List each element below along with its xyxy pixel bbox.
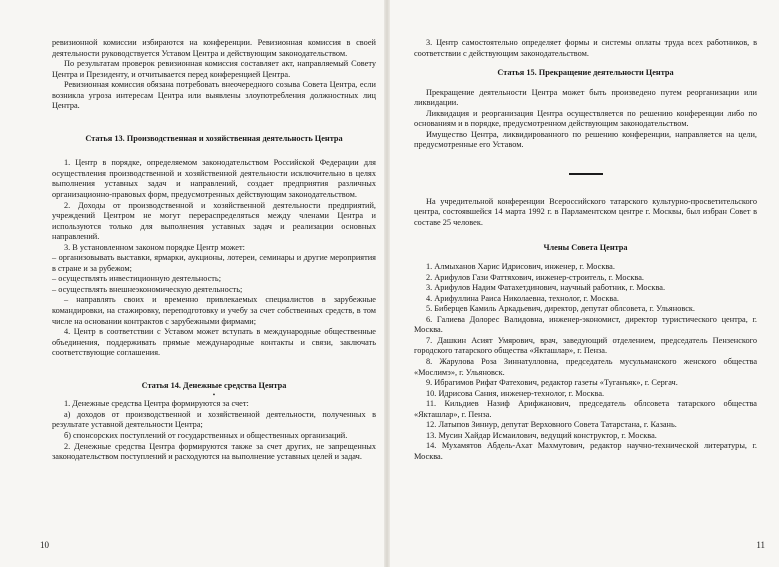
article-13-item-3: 3. В установленном законом порядке Центр может: [64,242,245,252]
member-item: 2. Арифулов Гази Фаттяхович, инженер-строитель, г. Москва. [426,272,644,282]
member-item: 9. Ибрагимов Рифат Фатехович, редактор газеты «Туганъяк», г. Сергач. [426,378,678,388]
article-14-item-1: 1. Денежные средства Центра формируются за счет: [64,399,249,409]
article-13-dash-1: – организовывать выставки, ярмарки, аукционы, лотереи, семинары и другие мероприятия в стране и за рубежом; [52,253,376,273]
page-number-right: 11 [756,540,765,551]
article-13-dash-3: – осуществлять внешнеэкономическую деятельность; [52,284,243,294]
article-15-para-2: Ликвидация и реорганизация Центра осуществляется по решению конференции либо по основаниям и в порядке, предусмотренном действующим законодательством. [414,108,757,129]
member-item: 12. Латыпов Зиннур, депутат Верховного Совета Татарстана, г. Казань. [426,420,677,430]
article-14-heading: Статья 14. Денежные средства Центра [141,380,287,390]
article-13-dash-4: – направлять своих и временно привлекаемых специалистов в зарубежные командировки, на стажировку, переподготовку и учебу за счет собственных средств, в том числе на основании контрактов с зарубежными фирмами; [52,295,376,326]
article-15-para-3: Имущество Центра, ликвидированного по решению конференции, направляется на цели, предусмотренные его Уставом. [414,129,757,150]
member-item: 1. Алмыханов Харис Идрисович, инженер, г. Москва. [426,262,615,272]
right-page [388,0,779,567]
article-13-item-1: 1. Центр в порядке, определяемом законодательством Российской Федерации для осуществления производственной и хозяйственной деятельности исключительно в целях выполнения уставных задач и направлений, создает предприятия различных организационно-правовых форм, предусмотренных действующим законодательством. [52,158,376,200]
member-item: 13. Мусин Хайдар Исмаилович, ведущий конструктор, г. Москва. [426,430,657,440]
member-item: 8. Жарулова Роза Зиннатулловна, председатель мусульманского женского общества «Мослимэ», г. Ульяновск. [414,357,757,377]
left-para-1: ревизионной комиссии избираются на конференции. Ревизионная комиссия в своей деятельности руководствуется Уставом Центра и действующим законодательством. [52,38,376,58]
members-heading: Члены Совета Центра [543,242,628,252]
article-15-para-1: Прекращение деятельности Центра может быть произведено путем реорганизации или ликвидации. [414,87,757,108]
article-13-dash-2: – осуществлять инвестиционную деятельность; [52,274,221,284]
right-para-1: 3. Центр самостоятельно определяет формы и системы оплаты труда всех работников, в соответствии с действующим законодательством. [414,38,757,58]
article-13-item-2: 2. Доходы от производственной и хозяйственной деятельности предприятий, учреждений Центром не могут перераспределяться между членами Центра и используются только для выполнения уставных задач и реализации основных направлений. [52,200,376,242]
member-item: 14. Мухамятов Абдель-Ахат Махмутович, редактор научно-технической литературы, г. Москва. [414,441,757,461]
member-item: 5. Биберцев Камиль Аркадьевич, директор, депутат облсовета, г. Ульяновск. [426,304,695,314]
member-item: 6. Галиева Долорес Валидовна, инженер-экономист, директор туристического центра, г. Москва. [414,314,757,335]
left-para-2: По результатам проверок ревизионная комиссия составляет акт, направляемый Совету Центра и Президенту, и отчитывается перед конференцией Центра. [52,59,376,79]
left-page [0,0,386,567]
members-list [414,262,757,462]
member-item: 10. Идрисова Сания, инженер-технолог, г. Москва. [426,388,605,398]
article-13-item-4: 4. Центр в соответствии с Уставом может вступать в международные общественные объединения, поддерживать прямые международные контакты и связи, заключать соответствующие соглашения. [52,327,376,358]
article-13-heading: Статья 13. Производственная и хозяйственная деятельность Центра [85,133,343,143]
article-15-heading: Статья 15. Прекращение деятельности Центра [497,68,674,78]
article-14-item-2: 2. Денежные средства Центра формируются также за счет других, не запрещенных законодательством поступлений и расходуются на выполнение уставных целей и задач. [52,441,376,462]
left-para-3: Ревизионная комиссия обязана потребовать внеочередного созыва Совета Центра, если возникла угроза интересам Центра или выявлены злоупотребления должностных лиц Центра. [52,80,376,111]
member-item: 3. Арифулов Надим Фатахетдинович, научный работник, г. Москва. [426,283,666,293]
founding-note: На учредительной конференции Всероссийского татарского культурно-просветительского центра, состоявшейся 14 марта 1992 г. в Парламентском центре г. Москвы, был избран Совет в составе 25 человек. [414,196,757,228]
member-item: 11. Кильдиев Назиф Арифжанович, председатель облсовета татарского общества «Якташлар», г. Пенза. [414,399,757,419]
member-item: 7. Дашкин Асият Умярович, врач, заведующий отделением, председатель Пензенского городского татарского общества «Якташлар», г. Пенза. [414,335,757,356]
article-14-sub-b: б) спонсорских поступлений от государственных и общественных организаций. [64,430,348,440]
member-item: 4. Арифуллина Раиса Николаевна, технолог, г. Москва. [426,293,619,303]
page-number-left: 10 [40,540,49,551]
article-14-sub-a: а) доходов от производственной и хозяйственной деятельности, полученных в результате уставной деятельности Центра; [52,409,376,430]
bullet-mark: • [212,391,216,400]
